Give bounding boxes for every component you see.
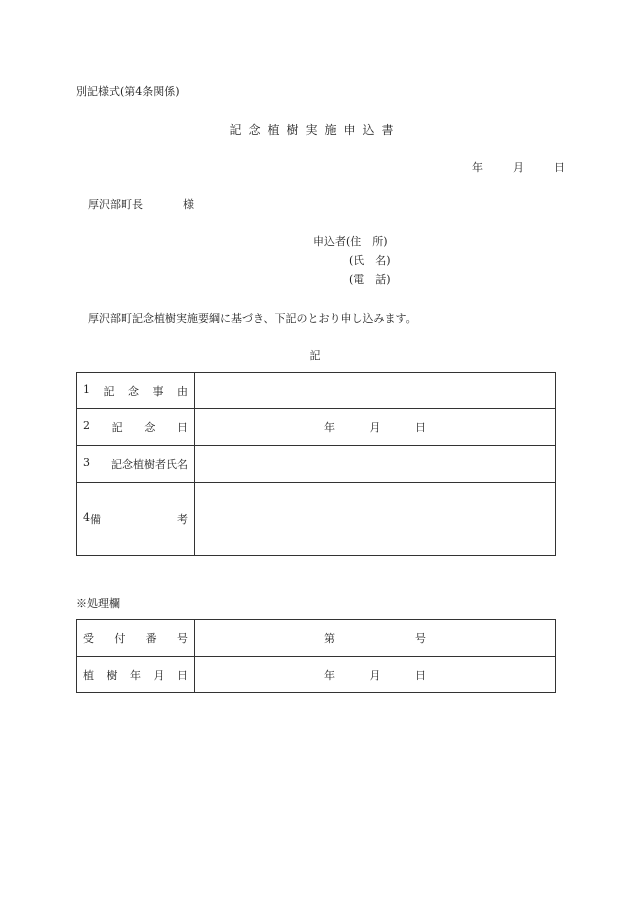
label-char: 日 (177, 668, 188, 682)
table-row (77, 657, 556, 693)
year-label: 年 (324, 668, 335, 682)
date-year: 年 (472, 161, 483, 174)
addressee (88, 199, 194, 210)
label-char: 念 (144, 421, 156, 434)
row4-label (77, 483, 195, 556)
table-row (77, 483, 556, 556)
row-number: 4 (83, 511, 90, 524)
label-char: 記 (111, 421, 123, 434)
number-prefix: 第 (324, 632, 335, 645)
row3-label (77, 446, 195, 483)
table-row (77, 446, 556, 483)
row2-label (77, 409, 195, 446)
table-row (77, 620, 556, 657)
processing-label: ※処理欄 (76, 597, 120, 610)
applicant-phone-label: (電 話) (349, 273, 391, 286)
label-char: 受 (83, 632, 94, 645)
addressee-honorific: 様 (183, 198, 194, 211)
receipt-number-label (77, 620, 195, 657)
date-day: 日 (554, 161, 565, 174)
label-char: 記 (103, 384, 115, 398)
ki-heading: 記 (309, 349, 321, 362)
addressee-name: 厚沢部町長 (88, 198, 143, 211)
label-char: 号 (176, 632, 188, 645)
applicant-address-label: (住 所) (346, 235, 388, 248)
label-char: 樹 (106, 668, 118, 682)
table-row (77, 373, 556, 409)
label-char: 月 (153, 668, 165, 682)
year-label: 年 (324, 421, 335, 434)
label-char: 事 (152, 384, 164, 398)
table-row (77, 409, 556, 446)
form-label: 別記様式(第4条関係) (76, 85, 180, 98)
label-char: 念 (128, 384, 139, 398)
label-char: 付 (114, 632, 126, 645)
row1-value-field[interactable] (195, 373, 556, 409)
document-title: 記念植樹実施申込書 (229, 123, 401, 137)
row3-value-field[interactable] (195, 446, 556, 483)
number-suffix: 号 (415, 632, 426, 645)
day-label: 日 (415, 668, 426, 682)
main-table (76, 372, 556, 556)
row2-date-field[interactable] (195, 409, 556, 446)
body-text: 厚沢部町記念植樹実施要綱に基づき、下記のとおり申し込みます。 (88, 312, 417, 325)
applicant-name-label: (氏 名) (349, 254, 391, 267)
label-char: 日 (176, 421, 188, 434)
applicant-block (313, 236, 391, 293)
month-label: 月 (369, 668, 381, 682)
month-label: 月 (369, 421, 381, 434)
processing-table (76, 619, 556, 693)
day-label: 日 (415, 421, 426, 434)
label-char: 植 (83, 668, 94, 682)
date-month: 月 (513, 161, 524, 174)
label-text: 記念植樹者氏名 (111, 458, 188, 471)
label-char: 年 (130, 668, 141, 682)
label-char: 番 (145, 632, 157, 645)
label-char: 由 (177, 384, 188, 398)
planting-date-field[interactable] (195, 657, 556, 693)
row-number: 1 (83, 382, 90, 396)
planting-date-label (77, 657, 195, 693)
row-number: 3 (83, 456, 90, 469)
row-number: 2 (83, 419, 90, 432)
label-char: 備 (90, 513, 101, 526)
row4-remarks-field[interactable] (195, 483, 556, 556)
receipt-number-field[interactable] (195, 620, 556, 657)
applicant-lead: 申込者 (313, 235, 346, 248)
date-line (442, 162, 565, 173)
row1-label (77, 373, 195, 409)
label-char: 考 (177, 513, 188, 526)
